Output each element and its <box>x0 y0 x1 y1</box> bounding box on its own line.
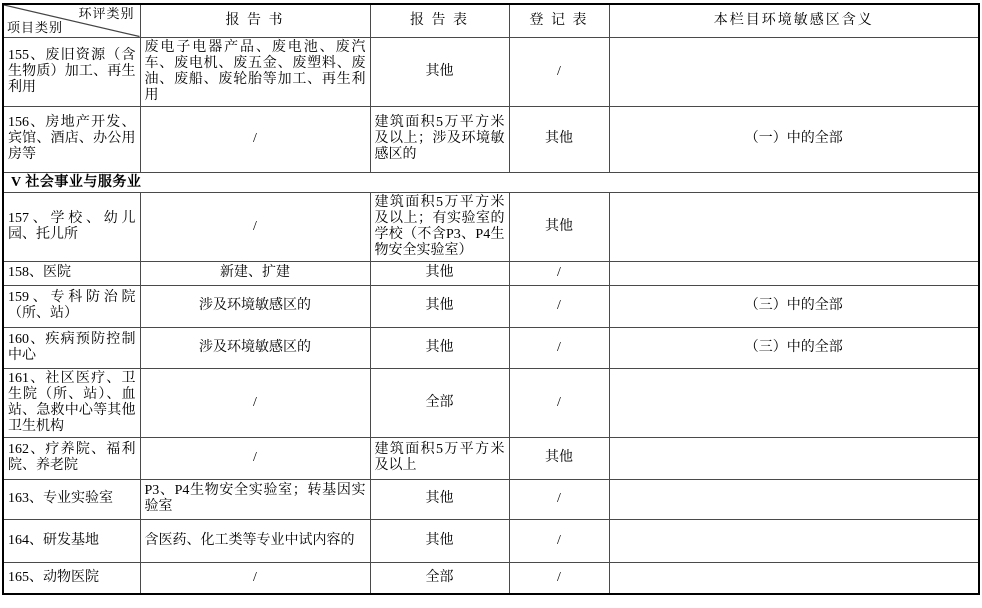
cell-report-form: 建筑面积5万平方米及以上；有实验室的学校（不含P3、P4生物安全实验室） <box>370 192 509 261</box>
cell-category: 162、疗养院、福利院、养老院 <box>3 437 140 479</box>
cell-registration-form: / <box>509 285 609 327</box>
cell-report-form: 其他 <box>370 37 509 106</box>
table-row <box>3 261 979 285</box>
cell-registration-form: / <box>509 562 609 594</box>
cell-category: 156、房地产开发、宾馆、酒店、办公用房等 <box>3 106 140 172</box>
cell-registration-form: / <box>509 479 609 519</box>
cell-report-form: 其他 <box>370 479 509 519</box>
cell-report-book: / <box>140 437 370 479</box>
cell-report-book: 废电子电器产品、废电池、废汽车、废电机、废五金、废塑料、废油、废船、废轮胎等加工、再生利用 <box>140 37 370 106</box>
cell-category: 158、医院 <box>3 261 140 285</box>
cell-sensitive-meaning <box>609 192 979 261</box>
table-row <box>3 327 979 368</box>
cell-category: 157、学校、幼儿园、托儿所 <box>3 192 140 261</box>
cell-report-book: 新建、扩建 <box>140 261 370 285</box>
cell-category: 155、废旧资源（含生物质）加工、再生利用 <box>3 37 140 106</box>
cell-registration-form: / <box>509 261 609 285</box>
cell-sensitive-meaning <box>609 562 979 594</box>
cell-report-form: 建筑面积5万平方米及以上；涉及环境敏感区的 <box>370 106 509 172</box>
project-category-label: 项目类别 <box>7 19 64 35</box>
cell-report-form: 全部 <box>370 562 509 594</box>
table-row <box>3 37 979 106</box>
cell-category: 165、动物医院 <box>3 562 140 594</box>
table-row <box>3 479 979 519</box>
cell-report-book: / <box>140 368 370 437</box>
cell-report-form: 其他 <box>370 519 509 562</box>
table-body <box>3 37 979 594</box>
cell-sensitive-meaning <box>609 519 979 562</box>
cell-report-form: 建筑面积5万平方米及以上 <box>370 437 509 479</box>
cell-category: 164、研发基地 <box>3 519 140 562</box>
cell-sensitive-meaning: （三）中的全部 <box>609 327 979 368</box>
cell-registration-form: / <box>509 327 609 368</box>
cell-sensitive-meaning: （一）中的全部 <box>609 106 979 172</box>
cell-category: 161、社区医疗、卫生院（所、站）、血站、急救中心等其他卫生机构 <box>3 368 140 437</box>
cell-report-form: 全部 <box>370 368 509 437</box>
col-header-registration-form: 登 记 表 <box>509 4 609 37</box>
table-row <box>3 437 979 479</box>
cell-sensitive-meaning <box>609 37 979 106</box>
col-header-report-form: 报 告 表 <box>370 4 509 37</box>
cell-category: 163、专业实验室 <box>3 479 140 519</box>
table-row <box>3 285 979 327</box>
cell-category: 159、专科防治院（所、站） <box>3 285 140 327</box>
cell-sensitive-meaning <box>609 437 979 479</box>
cell-registration-form: / <box>509 519 609 562</box>
table-row <box>3 368 979 437</box>
cell-report-book: / <box>140 562 370 594</box>
cell-report-book: 涉及环境敏感区的 <box>140 327 370 368</box>
eia-category-label: 环评类别 <box>78 6 135 21</box>
cell-sensitive-meaning <box>609 261 979 285</box>
cell-sensitive-meaning <box>609 479 979 519</box>
cell-registration-form: 其他 <box>509 192 609 261</box>
section-header: V 社会事业与服务业 <box>3 172 979 192</box>
header-row <box>3 4 979 37</box>
header-diagonal-cell <box>3 4 140 37</box>
cell-registration-form: / <box>509 37 609 106</box>
cell-report-form: 其他 <box>370 261 509 285</box>
cell-report-book: 涉及环境敏感区的 <box>140 285 370 327</box>
cell-report-book: / <box>140 192 370 261</box>
table-row <box>3 519 979 562</box>
table-row <box>3 106 979 172</box>
cell-category: 160、疾病预防控制中心 <box>3 327 140 368</box>
cell-report-book: 含医药、化工类等专业中试内容的 <box>140 519 370 562</box>
cell-report-book: / <box>140 106 370 172</box>
cell-registration-form: / <box>509 368 609 437</box>
col-header-report-book: 报 告 书 <box>140 4 370 37</box>
cell-report-form: 其他 <box>370 327 509 368</box>
table-row <box>3 562 979 594</box>
cell-report-form: 其他 <box>370 285 509 327</box>
col-header-sensitive-meaning: 本栏目环境敏感区含义 <box>609 4 979 37</box>
table-row <box>3 192 979 261</box>
cell-registration-form: 其他 <box>509 106 609 172</box>
section-row <box>3 172 979 192</box>
cell-report-book: P3、P4生物安全实验室；转基因实验室 <box>140 479 370 519</box>
cell-sensitive-meaning: （三）中的全部 <box>609 285 979 327</box>
eia-classification-table <box>2 3 980 595</box>
cell-registration-form: 其他 <box>509 437 609 479</box>
cell-sensitive-meaning <box>609 368 979 437</box>
